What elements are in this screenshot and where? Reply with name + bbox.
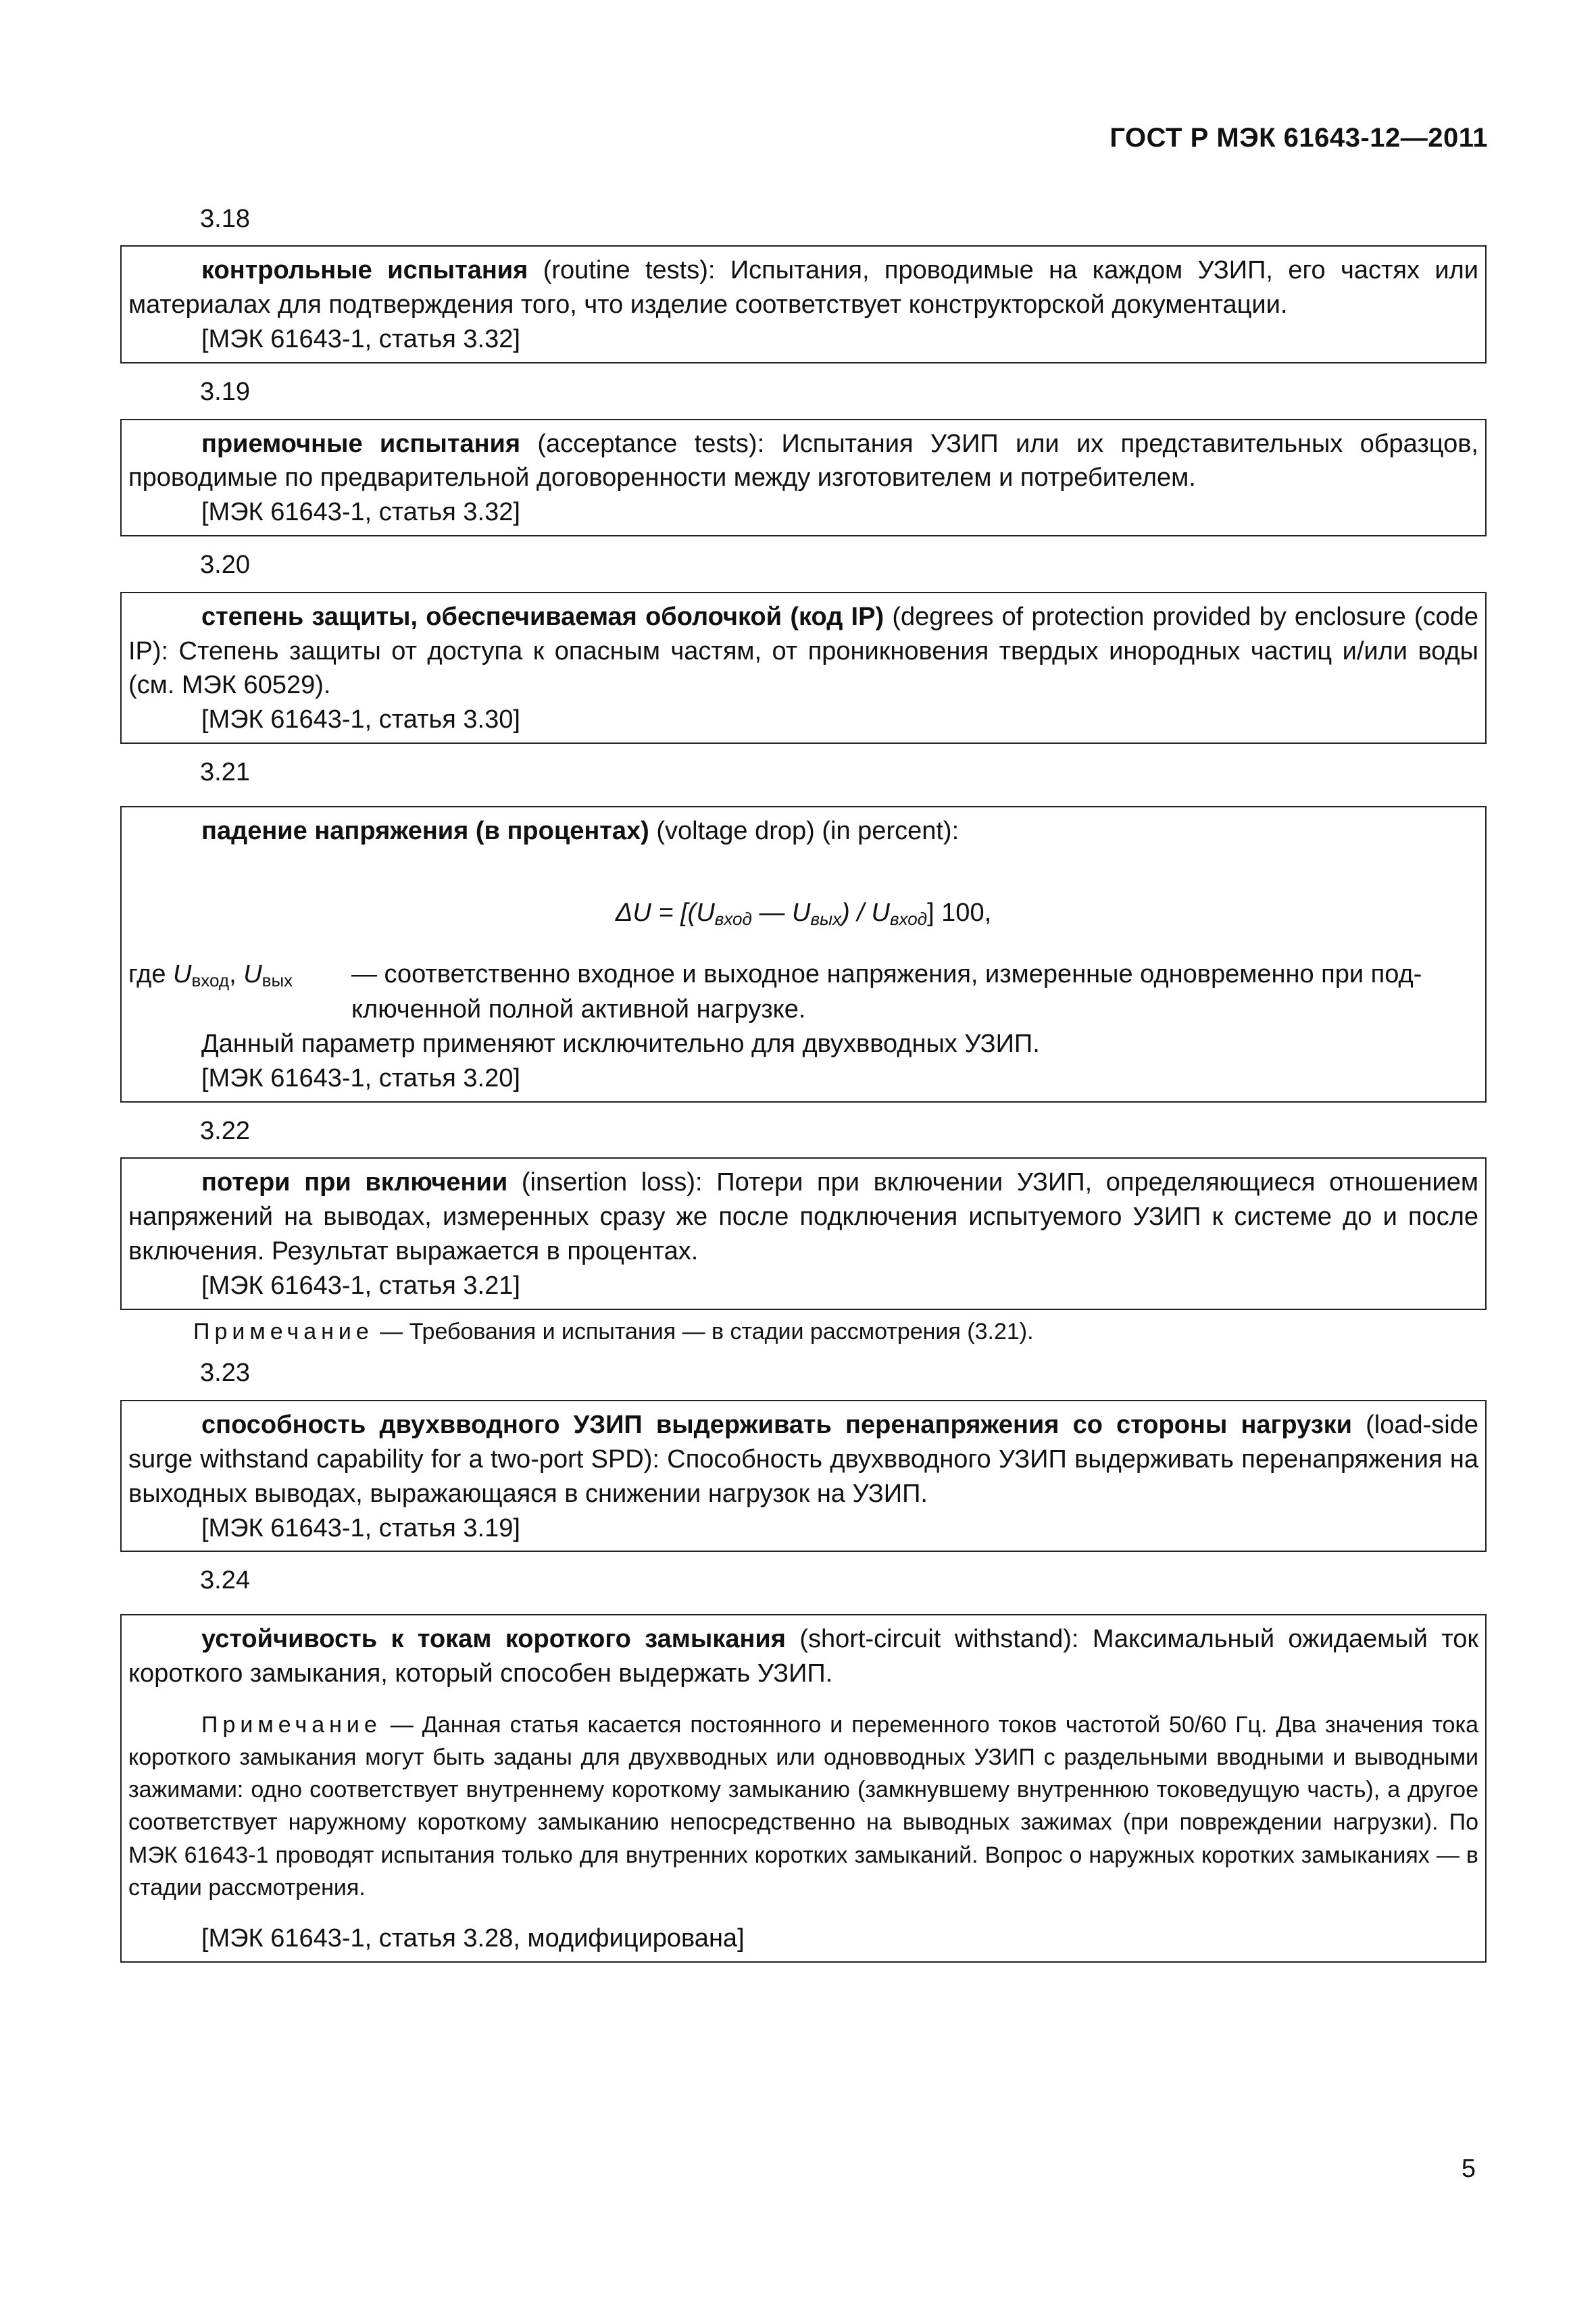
term-title: степень защиты, обеспечиваемая оболочкой (код IP) [201, 602, 884, 631]
term-definition-text: (acceptance tests): Испытания УЗИП или их представительных образцов, проводимые по предварительной договоренности между изготовителем и потребителем. [128, 429, 1478, 493]
term-definition [128, 1408, 1478, 1511]
document-body [120, 203, 1487, 1975]
formula-where-clause [128, 957, 1478, 992]
term-title: падение напряжения (в процентах) [201, 816, 649, 845]
term-number-3-20: 3.20 [200, 551, 250, 580]
term-definition-text: (degrees of protection provided by enclosure (code IP): Степень защиты от доступа к опасным частям, от проникновения твердых инородных частиц и/или воды (см. МЭК 60529). [128, 602, 1478, 700]
term-number-3-19: 3.19 [200, 378, 250, 407]
term-title: способность двухвводного УЗИП выдерживать перенапряжения со стороны нагрузки [201, 1410, 1352, 1439]
term-reference: [МЭК 61643-1, статья 3.32] [201, 498, 520, 527]
voltage-drop-formula: $\Delta U = [(U_{вход}$ — $U_{вых}) / U_{вход}$] 100, [615, 898, 992, 929]
term-note [120, 1317, 1487, 1348]
term-title: приемочные испытания [201, 429, 521, 458]
term-box-3-22 [120, 1157, 1487, 1310]
term-reference: [МЭК 61643-1, статья 3.20] [201, 1064, 520, 1092]
term-box-3-21 [120, 806, 1487, 1103]
term-box-3-18 [120, 245, 1487, 363]
term-reference: [МЭК 61643-1, статья 3.21] [201, 1272, 520, 1301]
note-label: Примечание [201, 1711, 382, 1738]
term-title: контрольные испытания [201, 256, 528, 285]
term-box-3-23 [120, 1400, 1487, 1553]
term-definition [128, 600, 1478, 703]
page-number: 5 [1461, 2155, 1476, 2183]
term-number-3-21: 3.21 [200, 758, 250, 787]
term-definition-text: (voltage drop) (in percent): [649, 816, 959, 845]
term-reference: [МЭК 61643-1, статья 3.19] [201, 1513, 520, 1542]
note-text: — Требования и испытания — в стадии рассмотрения (3.21). [373, 1318, 1034, 1344]
term-number-3-18: 3.18 [200, 205, 250, 233]
term-definition [128, 1622, 1478, 1691]
term-reference: [МЭК 61643-1, статья 3.32] [201, 325, 520, 354]
term-box-3-19 [120, 419, 1487, 537]
note-label: Примечание [193, 1318, 374, 1344]
term-definition-text: (short-circuit withstand): Максимальный ожидаемый ток короткого замыкания, который способен выдержать УЗИП. [128, 1624, 1478, 1688]
where-explanation: — соответственно входное и выходное напряжения, измеренные одновременно при под- [351, 960, 1422, 989]
term-definition-text: (insertion loss): Потери при включении УЗИП, определяющиеся отношением напряжений на выводах, измеренных сразу же после подключения испытуемого УЗИП к системе до и после включения. Результат выражается в процентах. [128, 1168, 1479, 1266]
term-reference: [МЭК 61643-1, статья 3.28, модифицирована] [201, 1924, 745, 1953]
term-definition [128, 814, 1478, 849]
term-reference: [МЭК 61643-1, статья 3.30] [201, 705, 520, 734]
term-box-3-24 [120, 1614, 1487, 1963]
term-number-3-23: 3.23 [200, 1359, 250, 1388]
term-definition [128, 427, 1478, 496]
term-number-3-24: 3.24 [200, 1566, 250, 1595]
term-definition-text: (load-side surge withstand capability for a two-port SPD): Способность двухвводного УЗИП выдерживать перенапряжения на выходных выводах, выражающаяся в снижении нагрузок на УЗИП. [128, 1410, 1478, 1508]
term-title: потери при включении [201, 1168, 508, 1197]
standard-code-header: ГОСТ Р МЭК 61643-12—2011 [1109, 123, 1488, 153]
term-number-3-22: 3.22 [200, 1116, 250, 1145]
term-extra-note: Данный параметр применяют исключительно для двухвводных УЗИП. [201, 1030, 1040, 1059]
term-note [128, 1709, 1478, 1905]
term-definition [128, 1165, 1478, 1269]
where-explanation-continued: ключенной полной активной нагрузке. [351, 995, 806, 1024]
where-symbols: где $U_{вход}$, $U_{вых}$ [128, 960, 293, 991]
term-title: устойчивость к токам короткого замыкания [201, 1624, 786, 1653]
term-definition-text: (routine tests): Испытания, проводимые на каждом УЗИП, его частях или материалах для подтверждения того, что изделие соответствует конструкторской документации. [128, 256, 1478, 320]
term-box-3-20 [120, 592, 1487, 745]
term-definition [128, 253, 1478, 322]
note-text: — Данная статья касается постоянного и переменного токов частотой 50/60 Гц. Два значения тока короткого замыкания могут быть заданы для двухвводных или одновводных УЗИП с раздельными вводными и выводными зажимами: одно соответствует внутреннему короткому замыканию (замкнувшему внутреннюю токоведущую часть), а другое соответствует наружному короткому замыканию непосредственно на выводных зажимах (при повреждении нагрузки). По МЭК 61643-1 проводят испытания только для внутренних коротких замыканий. Вопрос о наружных коротких замыканиях — в стадии рассмотрения. [128, 1711, 1478, 1901]
